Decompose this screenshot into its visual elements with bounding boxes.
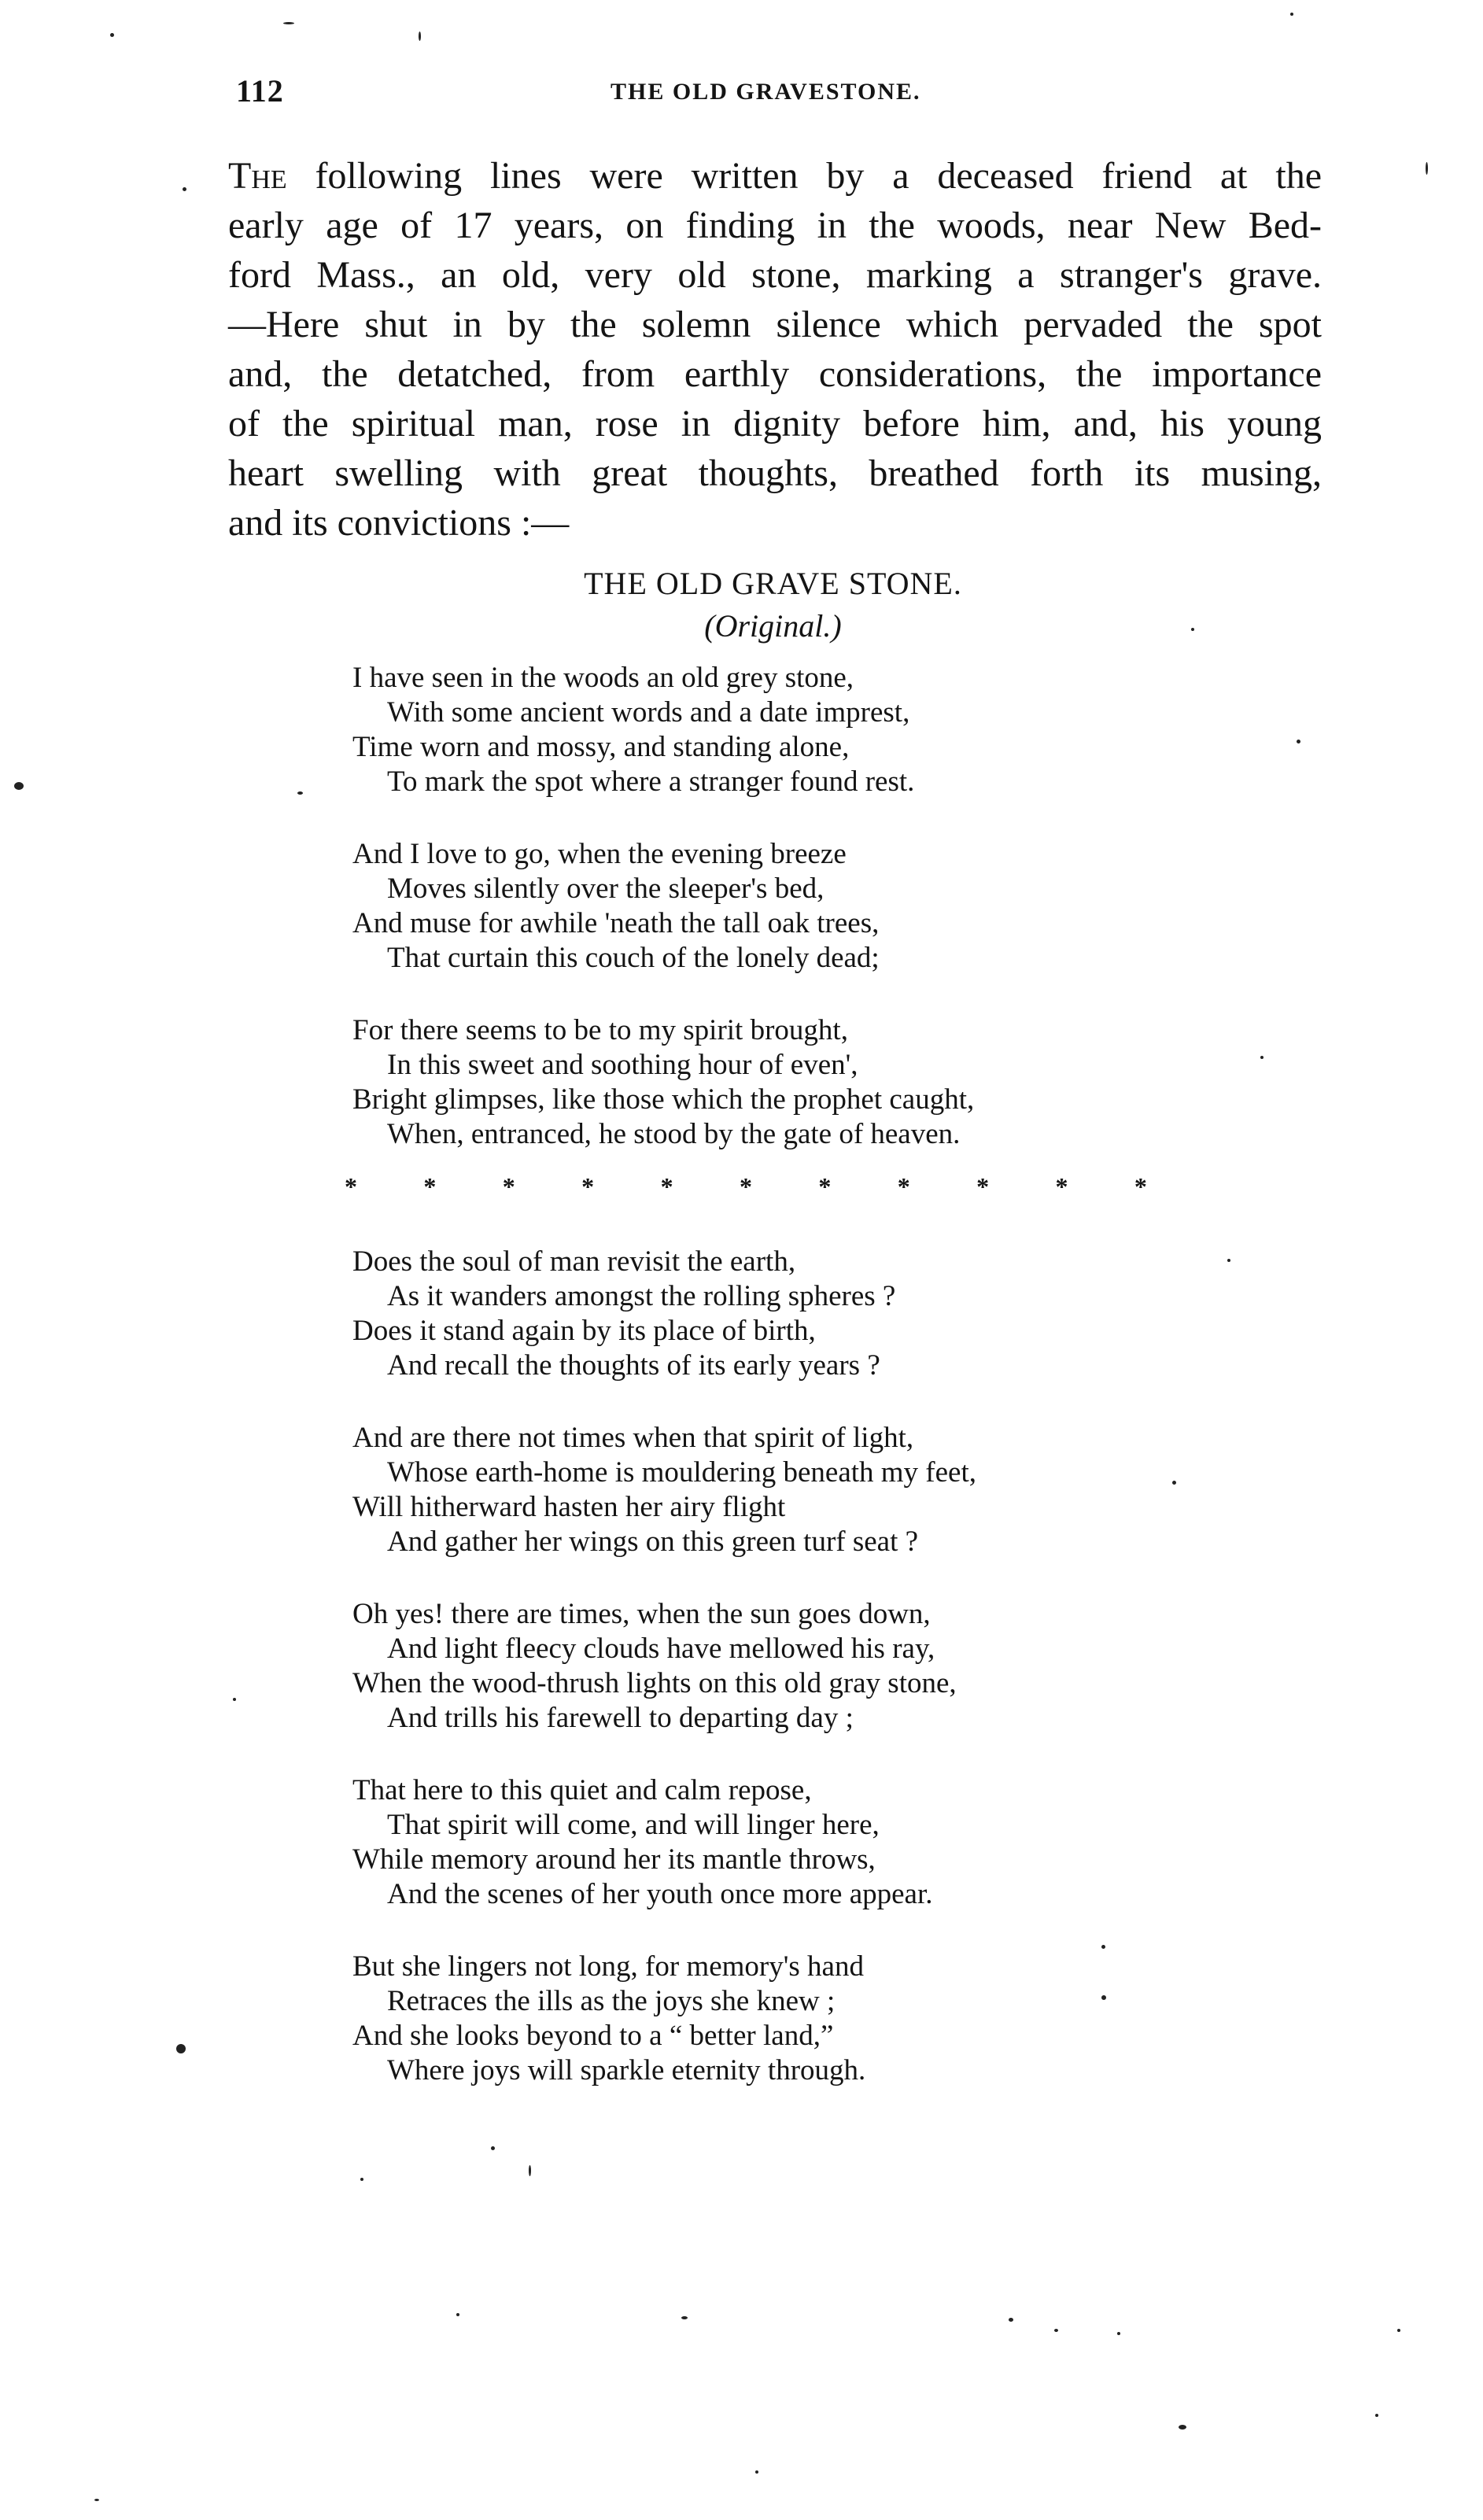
divider-asterisk: *: [739, 1172, 752, 1201]
intro-line: heart swelling with great thoughts, breathed forth its musing,: [228, 452, 1322, 494]
intro-paragraph: [228, 151, 1322, 548]
verse-line: That spirit will come, and will linger here,: [387, 1809, 880, 1841]
stanza: [352, 837, 1218, 976]
scan-speck: [283, 22, 294, 24]
scan-speck: [1172, 1481, 1176, 1485]
scan-speck: [1397, 2329, 1400, 2332]
verse-line: Oh yes! there are times, when the sun goes down,: [352, 1598, 931, 1630]
scan-speck: [1297, 740, 1300, 743]
verse-line: Time worn and mossy, and standing alone,: [352, 731, 850, 763]
scan-speck: [491, 2146, 495, 2150]
verse-line: And muse for awhile 'neath the tall oak trees,: [352, 907, 880, 939]
intro-line: The following lines were written by a deceased friend at the: [228, 155, 1322, 197]
verse-line: I have seen in the woods an old grey stone,: [352, 662, 854, 694]
intro-line: of the spiritual man, rose in dignity before him, and, his young: [228, 403, 1322, 445]
stanza: [352, 1245, 1218, 1383]
scan-speck: [233, 1698, 236, 1701]
scan-speck: [1426, 162, 1428, 175]
poem-body: [345, 661, 1218, 2126]
intro-lead-word: The: [228, 155, 287, 197]
scan-speck: [1179, 2425, 1186, 2430]
intro-line: —Here shut in by the solemn silence which pervaded the spot: [228, 304, 1322, 345]
scan-speck: [1290, 13, 1293, 16]
verse-line: Moves silently over the sleeper's bed,: [387, 873, 825, 905]
section-divider: [345, 1169, 1147, 1204]
intro-line: and, the detatched, from earthly considerations, the importance: [228, 353, 1322, 395]
verse-line: Does it stand again by its place of birth,: [352, 1315, 816, 1347]
verse-line: In this sweet and soothing hour of even',: [387, 1049, 858, 1081]
verse-line: And the scenes of her youth once more appear.: [387, 1878, 933, 1910]
verse-line: But she lingers not long, for memory's hand: [352, 1950, 864, 1983]
scan-speck: [94, 2499, 99, 2501]
verse-line: When, entranced, he stood by the gate of heaven.: [387, 1118, 961, 1150]
verse-line: Will hitherward hasten her airy flight: [352, 1491, 786, 1523]
scan-speck: [529, 2165, 531, 2176]
scan-speck: [14, 782, 24, 790]
divider-asterisk: *: [345, 1172, 357, 1201]
verse-line: For there seems to be to my spirit brought,: [352, 1014, 848, 1046]
scan-speck: [110, 33, 114, 37]
stanza: [352, 1421, 1218, 1559]
verse-line: With some ancient words and a date imprest,: [387, 696, 910, 729]
poem-subtitle: (Original.): [704, 608, 842, 644]
scan-speck: [1009, 2318, 1013, 2322]
scan-speck: [360, 2178, 363, 2181]
verse-line: When the wood-thrush lights on this old gray stone,: [352, 1667, 957, 1699]
running-title: THE OLD GRAVESTONE.: [611, 79, 921, 105]
verse-line: That curtain this couch of the lonely dead;: [387, 942, 880, 974]
scan-speck: [419, 31, 421, 41]
divider-asterisk: *: [502, 1172, 515, 1201]
verse-line: To mark the spot where a stranger found rest.: [387, 766, 915, 798]
divider-asterisk: *: [976, 1172, 990, 1201]
scan-speck: [1101, 1945, 1105, 1949]
divider-asterisk: *: [581, 1172, 595, 1201]
verse-line: Where joys will sparkle eternity through.: [387, 2054, 866, 2086]
verse-line: And trills his farewell to departing day ;: [387, 1702, 854, 1734]
verse-line: As it wanders amongst the rolling spheres ?: [387, 1280, 896, 1312]
scan-speck: [755, 2470, 758, 2474]
intro-line: ford Mass., an old, very old stone, marking a stranger's grave.: [228, 254, 1322, 296]
verse-line: That here to this quiet and calm repose,: [352, 1774, 812, 1806]
divider-asterisk: *: [1055, 1172, 1068, 1201]
verse-line: Does the soul of man revisit the earth,: [352, 1245, 796, 1278]
verse-line: And light fleecy clouds have mellowed his ray,: [387, 1633, 935, 1665]
stanza: [352, 1597, 1218, 1736]
scan-speck: [1260, 1056, 1264, 1059]
verse-line: Bright glimpses, like those which the prophet caught,: [352, 1083, 975, 1116]
scan-speck: [176, 2044, 186, 2053]
scan-speck: [1375, 2414, 1378, 2417]
stanza: [352, 1013, 1218, 1152]
divider-asterisk: *: [818, 1172, 832, 1201]
divider-asterisk: *: [660, 1172, 673, 1201]
scan-speck: [1227, 1259, 1230, 1262]
scan-speck: [297, 791, 303, 795]
verse-line: And she looks beyond to a “ better land,”: [352, 2020, 834, 2052]
intro-line: and its convictions :—: [228, 502, 570, 544]
scan-speck: [1191, 628, 1194, 631]
stanza: [352, 1773, 1218, 1912]
stanza: [352, 1950, 1218, 2088]
scan-speck: [1101, 1995, 1106, 2000]
divider-asterisk: *: [1134, 1172, 1147, 1201]
divider-asterisk: *: [897, 1172, 910, 1201]
verse-line: And are there not times when that spirit of light,: [352, 1422, 914, 1454]
page-number: 112: [236, 73, 284, 109]
verse-line: Retraces the ills as the joys she knew ;: [387, 1985, 836, 2017]
verse-line: Whose earth-home is mouldering beneath my feet,: [387, 1456, 976, 1489]
verse-line: And gather her wings on this green turf seat ?: [387, 1526, 919, 1558]
intro-line: early age of 17 years, on finding in the woods, near New Bed-: [228, 205, 1322, 246]
scan-speck: [456, 2313, 459, 2316]
scan-speck: [1117, 2332, 1120, 2335]
stanza: [352, 661, 1218, 799]
verse-line: And recall the thoughts of its early years ?: [387, 1349, 880, 1382]
poem-title: THE OLD GRAVE STONE.: [584, 566, 962, 601]
scan-speck: [183, 187, 186, 191]
verse-line: And I love to go, when the evening breeze: [352, 838, 847, 870]
divider-asterisk: *: [423, 1172, 437, 1201]
scan-speck: [681, 2316, 688, 2319]
scan-speck: [1054, 2329, 1058, 2332]
verse-line: While memory around her its mantle throws,: [352, 1843, 876, 1876]
